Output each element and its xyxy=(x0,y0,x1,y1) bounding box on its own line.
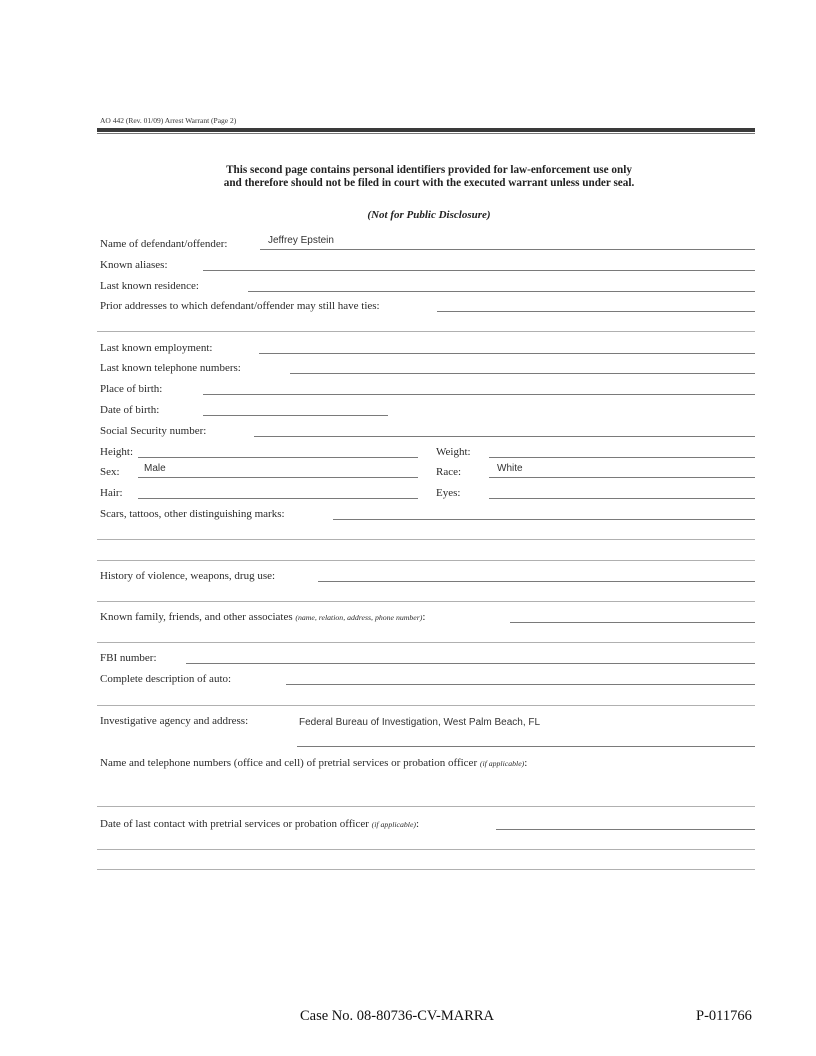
scars-field-3[interactable] xyxy=(97,560,755,561)
eyes-label: Eyes: xyxy=(436,487,461,499)
race-field[interactable] xyxy=(489,477,755,478)
residence-label: Last known residence: xyxy=(100,280,199,292)
race-label: Race: xyxy=(436,466,462,478)
telephone-label: Last known telephone numbers: xyxy=(100,362,241,374)
date-of-birth-label: Date of birth: xyxy=(100,404,160,416)
auto-field[interactable] xyxy=(286,684,755,685)
agency-label: Investigative agency and address: xyxy=(100,715,249,727)
notice-line-2: and therefore should not be filed in court with the executed warrant unless under seal. xyxy=(223,177,635,189)
form-id: AO 442 (Rev. 01/09) Arrest Warrant (Page 2) xyxy=(100,116,237,125)
case-number: Case No. 08-80736-CV-MARRA xyxy=(300,1008,495,1024)
pretrial-officer-field[interactable] xyxy=(97,806,755,807)
date-of-birth-field[interactable] xyxy=(203,415,388,416)
pretrial-officer-label-colon: : xyxy=(524,757,528,769)
last-contact-label-note: (if applicable) xyxy=(371,820,417,829)
aliases-field[interactable] xyxy=(203,270,755,271)
employment-field[interactable] xyxy=(259,353,755,354)
notice xyxy=(100,164,758,190)
prior-addresses-field-2[interactable] xyxy=(97,331,755,332)
height-field[interactable] xyxy=(138,457,418,458)
height-label: Height: xyxy=(100,446,133,458)
last-contact-label-colon: : xyxy=(416,818,420,830)
notice-line-1: This second page contains personal identifiers provided for law-enforcement use only xyxy=(226,164,632,176)
scars-field-2[interactable] xyxy=(97,539,755,540)
scars-field[interactable] xyxy=(333,519,755,520)
auto-field-2[interactable] xyxy=(97,705,755,706)
associates-label-colon: : xyxy=(422,611,426,623)
last-contact-field-3[interactable] xyxy=(97,869,755,870)
name-value: Jeffrey Epstein xyxy=(268,235,334,246)
associates-label-note: (name, relation, address, phone number) xyxy=(295,613,423,622)
fbi-number-field[interactable] xyxy=(186,663,755,664)
subtitle: (Not for Public Disclosure) xyxy=(367,209,491,221)
sex-label: Sex: xyxy=(100,466,120,478)
eyes-field[interactable] xyxy=(489,498,755,499)
associates-label-text: Known family, friends, and other associates xyxy=(100,611,293,623)
telephone-field[interactable] xyxy=(290,373,755,374)
history-field-2[interactable] xyxy=(97,601,755,602)
hair-field[interactable] xyxy=(138,498,418,499)
last-contact-label xyxy=(100,818,419,831)
history-label: History of violence, weapons, drug use: xyxy=(100,570,276,582)
sex-field[interactable] xyxy=(138,477,418,478)
agency-field[interactable] xyxy=(297,746,755,747)
associates-field-2[interactable] xyxy=(97,642,755,643)
name-label: Name of defendant/offender: xyxy=(100,238,228,250)
prior-addresses-field[interactable] xyxy=(437,311,755,312)
pretrial-officer-label-text: Name and telephone numbers (office and cell) of pretrial services or probation officer xyxy=(100,757,478,769)
ssn-label: Social Security number: xyxy=(100,425,207,437)
pretrial-officer-label-note: (if applicable) xyxy=(479,759,525,768)
scars-label: Scars, tattoos, other distinguishing marks: xyxy=(100,508,285,520)
last-contact-field-2[interactable] xyxy=(97,849,755,850)
last-contact-label-text: Date of last contact with pretrial services or probation officer xyxy=(100,818,369,830)
hair-label: Hair: xyxy=(100,487,123,499)
weight-field[interactable] xyxy=(489,457,755,458)
sex-value: Male xyxy=(144,463,166,474)
page-id: P-011766 xyxy=(696,1008,752,1024)
associates-field[interactable] xyxy=(510,622,755,623)
employment-label: Last known employment: xyxy=(100,342,213,354)
aliases-label: Known aliases: xyxy=(100,259,168,271)
agency-value: Federal Bureau of Investigation, West Palm Beach, FL xyxy=(299,717,541,728)
auto-label: Complete description of auto: xyxy=(100,673,232,685)
weight-label: Weight: xyxy=(436,446,471,458)
header-rule-thick xyxy=(97,128,755,132)
fbi-number-label: FBI number: xyxy=(100,652,157,664)
last-contact-field[interactable] xyxy=(496,829,755,830)
associates-label xyxy=(100,611,425,624)
residence-field[interactable] xyxy=(248,291,755,292)
race-value: White xyxy=(497,463,523,474)
history-field[interactable] xyxy=(318,581,755,582)
place-of-birth-label: Place of birth: xyxy=(100,383,163,395)
name-field[interactable] xyxy=(260,249,755,250)
header-rule-thin xyxy=(97,133,755,134)
prior-addresses-label: Prior addresses to which defendant/offender may still have ties: xyxy=(100,300,380,312)
ssn-field[interactable] xyxy=(254,436,755,437)
place-of-birth-field[interactable] xyxy=(203,394,755,395)
pretrial-officer-label xyxy=(100,757,527,770)
